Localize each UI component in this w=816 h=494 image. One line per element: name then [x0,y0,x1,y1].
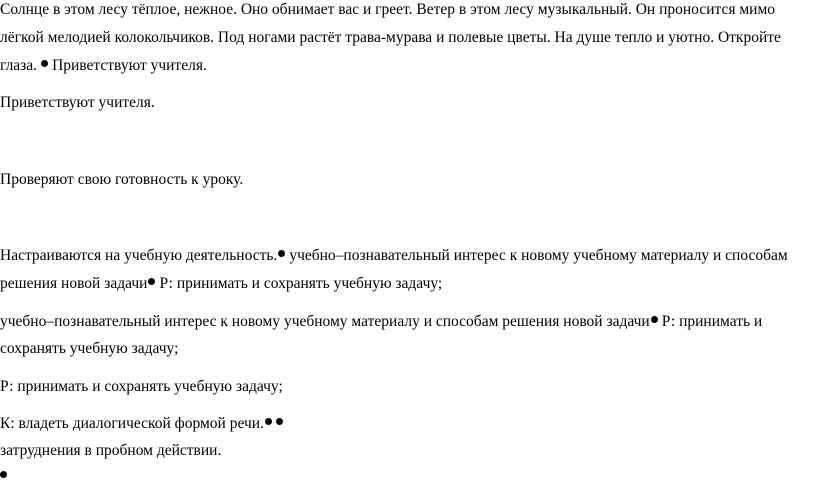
text-setup-2a: решения новой задачи [0,275,148,292]
bullet-icon [651,316,658,323]
paragraph-setup-line-1 [0,247,788,265]
text-readiness: Проверяют свою готовность к уроку. [0,171,244,188]
bullet-icon [41,60,48,67]
paragraph-forest-line-3 [0,57,207,75]
text-dialog-1: К: владеть диалогической формой речи. [0,415,264,432]
bullet-icon [0,471,7,478]
text-task: Р: принимать и сохранять учебную задачу; [0,378,283,395]
paragraph-interest-line-2 [0,340,178,358]
text-forest-3a: глаза. [0,57,38,74]
text-setup-1b: учебно–познавательный интерес к новому учебному материалу и способам [289,247,788,264]
paragraph-setup-line-2 [0,275,442,293]
bullet-icon [148,278,155,285]
bullet-icon [265,418,272,425]
text-interest-1a: учебно–познавательный интерес к новому учебному материалу и способам решения новой задачи [0,313,650,330]
bullet-icon [276,418,283,425]
paragraph-dialog-line-2 [0,442,221,460]
paragraph-trailing-bullet [0,468,7,486]
text-forest-1: Солнце в этом лесу тёплое, нежное. Оно обнимает вас и греет. Ветер в этом лесу музыкальный. Он проносится мимо [0,1,775,18]
paragraph-interest-line-1 [0,313,762,331]
paragraph-greet [0,94,155,112]
text-forest-2: лёгкой мелодией колокольчиков. Под ногами растёт трава-мурава и полевые цветы. На душе тепло и уютно. Откройте [0,29,781,46]
text-interest-1b: Р: принимать и [661,313,763,330]
bullet-icon [278,250,285,257]
text-setup-2b: Р: принимать и сохранять учебную задачу; [159,275,443,292]
text-greet: Приветствуют учителя. [0,94,155,111]
text-dialog-2: затруднения в пробном действии. [0,442,222,459]
paragraph-forest-line-2 [0,29,781,47]
text-forest-3b: Приветствуют учителя. [52,57,207,74]
paragraph-task [0,378,283,396]
paragraph-dialog-line-1 [0,415,283,433]
text-interest-2: сохранять учебную задачу; [0,340,179,357]
text-setup-1a: Настраиваются на учебную деятельность. [0,247,278,264]
paragraph-forest-line-1 [0,1,775,19]
paragraph-readiness [0,171,243,189]
